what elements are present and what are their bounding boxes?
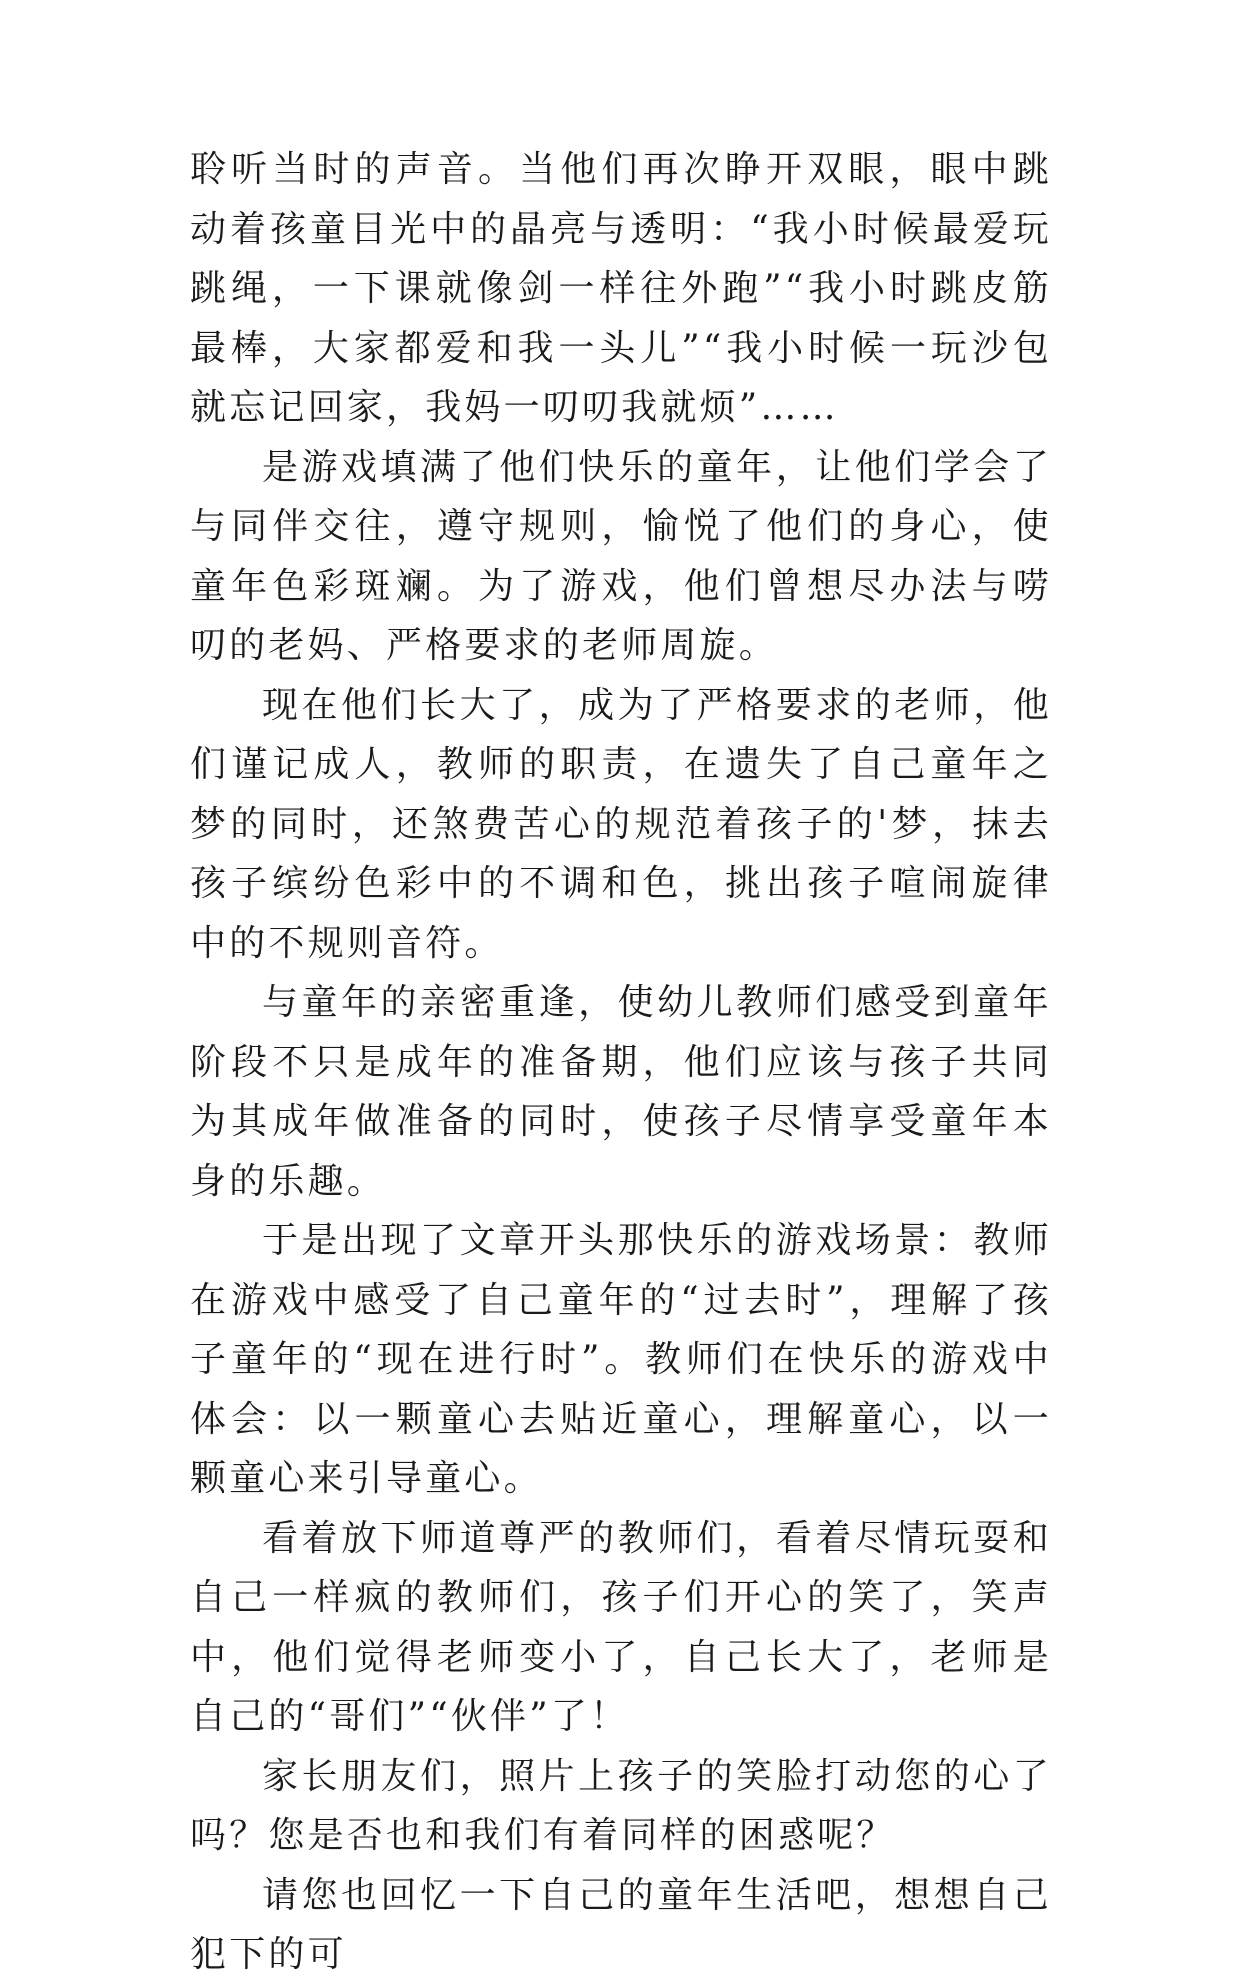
paragraph-5: 于是出现了文章开头那快乐的游戏场景：教师在游戏中感受了自己童年的“过去时”，理解了孩子童年的“现在进行时”。教师们在快乐的游戏中体会：以一颗童心去贴近童心，理解童心，以一颗童心来引导童心。 — [190, 1220, 1052, 1499]
paragraph-6: 看着放下师道尊严的教师们，看着尽情玩耍和自己一样疯的教师们，孩子们开心的笑了，笑声中，他们觉得老师变小了，自己长大了，老师是自己的“哥们”“伙伴”了！ — [190, 1517, 1052, 1737]
document-page — [190, 140, 1052, 1985]
paragraph-8: 请您也回忆一下自己的童年生活吧，想想自己犯下的可 — [190, 1874, 1052, 1975]
paragraph-1: 聆听当时的声音。当他们再次睁开双眼，眼中跳动着孩童目光中的晶亮与透明：“我小时候最爱玩跳绳，一下课就像剑一样往外跑”“我小时跳皮筋最棒，大家都爱和我一头儿”“我小时候一玩沙包就忘记回家，我妈一叨叨我就烦”…… — [190, 149, 1052, 428]
paragraph-3: 现在他们长大了，成为了严格要求的老师，他们谨记成人，教师的职责，在遗失了自己童年之梦的同时，还煞费苦心的规范着孩子的'梦，抹去孩子缤纷色彩中的不调和色，挑出孩子喧闹旋律中的不规则音符。 — [190, 684, 1052, 964]
paragraph-2: 是游戏填满了他们快乐的童年，让他们学会了与同伴交往，遵守规则，愉悦了他们的身心，使童年色彩斑斓。为了游戏，他们曾想尽办法与唠叨的老妈、严格要求的老师周旋。 — [190, 446, 1052, 666]
paragraph-4: 与童年的亲密重逢，使幼儿教师们感受到童年阶段不只是成年的准备期，他们应该与孩子共同为其成年做准备的同时，使孩子尽情享受童年本身的乐趣。 — [190, 982, 1052, 1202]
paragraph-7: 家长朋友们，照片上孩子的笑脸打动您的心了吗？您是否也和我们有着同样的困惑呢？ — [190, 1755, 1052, 1856]
